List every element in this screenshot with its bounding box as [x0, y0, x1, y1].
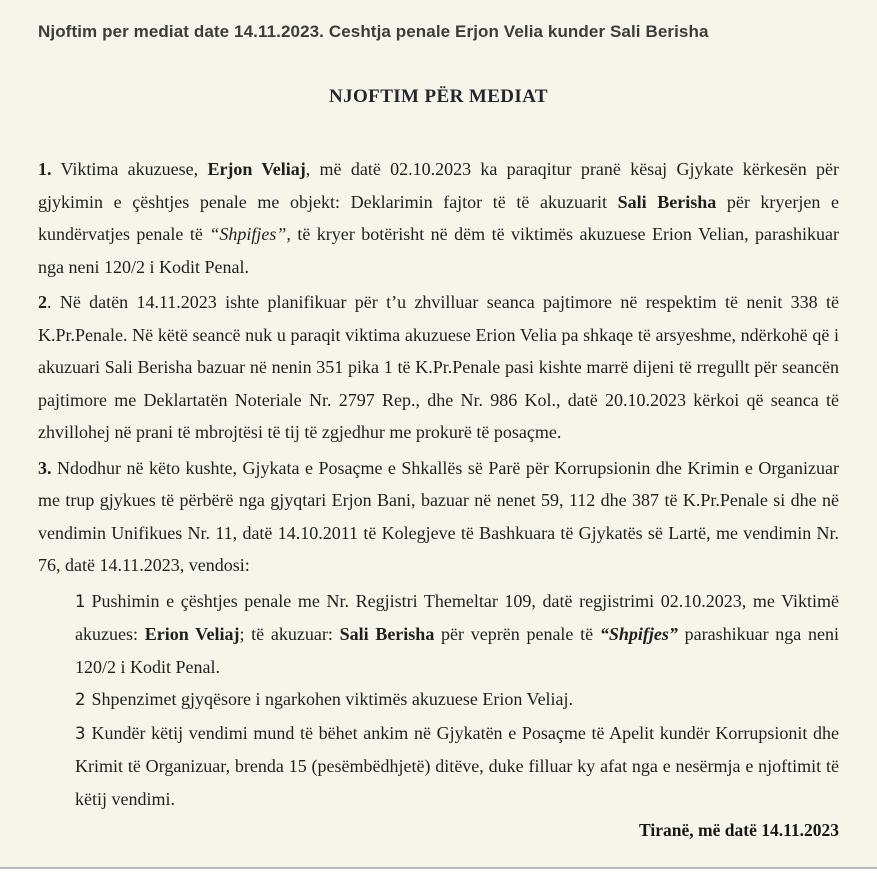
decision-item-1-text: Pushimin e çështjes penale me Nr. Regjistri Themeltar 109, datë regjistrimi 02.10.2023, me Viktimë akuzues: Erion Veliaj; të akuzuar: Sali Berisha për veprën penale të “Shpifjes” parashikuar nga neni 120/2 i Kodit Penal. [75, 590, 839, 677]
decision-item-2 [75, 683, 839, 717]
decision-item-3-number: 3 [75, 723, 86, 743]
decision-list [75, 585, 839, 816]
decision-item-1 [75, 585, 839, 684]
document-title: NJOFTIM PËR MEDIAT [328, 86, 548, 107]
decision-item-3 [75, 717, 839, 816]
paragraph-2: 2. Në datën 14.11.2023 ishte planifikuar për t’u zhvilluar seanca pajtimore në respektim të nenit 338 të K.Pr.Penale. Në këtë seancë nuk u paraqit viktima akuzuese Erion Velia pa shkaqe të arsyeshme, ndërkohë që i akuzuari Sali Berisha bazuar në nenin 351 pika 1 të K.Pr.Penale pasi kishte marrë dijeni të rregullt për seancën pajtimore me Deklartatën Noteriale Nr. 2797 Rep., dhe Nr. 986 Kol., datë 20.10.2023 kërkoi që seanca të zhvillohej në prani të mbrojtësi të tij të zgjedhur me prokurë të posaçme. [38, 292, 839, 442]
decision-item-1-number: 1 [75, 591, 86, 611]
document-body [38, 153, 839, 815]
decision-item-2-text: Shpenzimet gjyqësore i ngarkohen viktimës akuzuese Erion Veliaj. [91, 689, 574, 709]
page-title: Njoftim per mediat date 14.11.2023. Ceshtja penale Erjon Velia kunder Sali Berisha [38, 22, 709, 41]
paragraph-1: 1. Viktima akuzuese, Erjon Veliaj, më datë 02.10.2023 ka paraqitur pranë kësaj Gjykate kërkesën për gjykimin e çështjes penale me objekt: Deklarimin fajtor të të akuzuarit Sali Berisha për kryerjen e kundërvatjes penale të “Shpifjes”, të kryer botërisht në dëm të viktimës akuzuese Erion Velian, parashikuar nga neni 120/2 i Kodit Penal. [38, 159, 839, 277]
decision-item-3-text: Kundër këtij vendimi mund të bëhet ankim në Gjykatën e Posaçme të Apelit kundër Korrupsionit dhe Krimit të Organizuar, brenda 15 (pesëmbëdhjetë) ditëve, duke filluar ky afat nga e nesërmja e njoftimit të këtij vendimi. [75, 722, 839, 809]
signature-line: Tiranë, më datë 14.11.2023 [639, 820, 839, 840]
decision-item-2-number: 2 [75, 690, 86, 709]
paragraph-3: 3. Ndodhur në këto kushte, Gjykata e Posaçme e Shkallës së Parë për Korrupsionin dhe Krimin e Organizuar me trup gjykues të përbërë nga gjyqtari Erjon Bani, bazuar në nenet 59, 112 dhe 387 të K.Pr.Penale si dhe në vendimin Unifikues Nr. 11, datë 14.10.2011 të Kolegjeve të Bashkuara të Gjykatës së Lartë, me vendimin Nr. 76, datë 14.11.2023, vendosi: [38, 457, 839, 575]
bottom-margin [0, 869, 877, 873]
